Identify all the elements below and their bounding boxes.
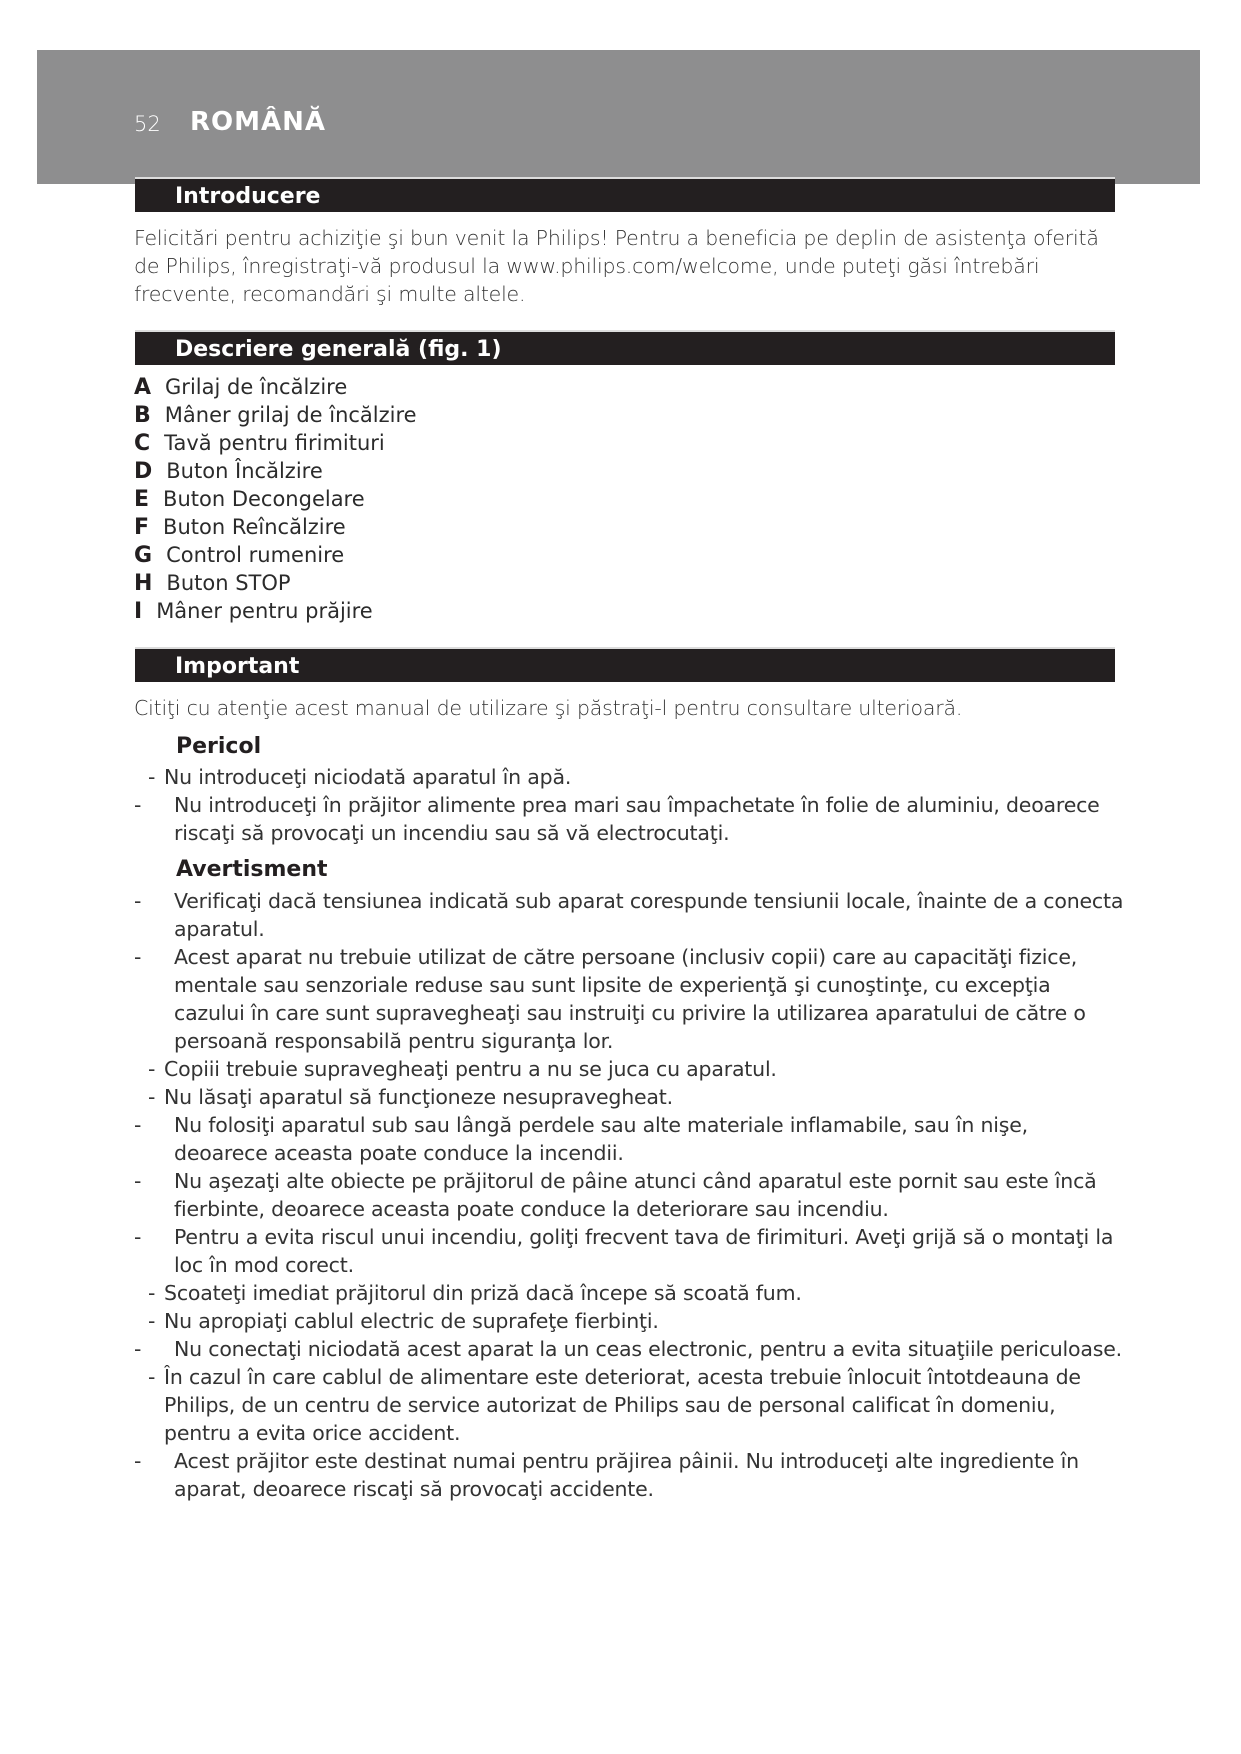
part-item [134,541,417,569]
warning-item: - Acest prăjitor este destinat numai pentru prăjirea pâinii. Nu introduceţi alte ingrediente în aparat, deoarece riscaţi să provocaţi accidente. [134,1449,1079,1501]
part-label: Mâner grilaj de încălzire [164,403,417,427]
part-letter: F [134,515,150,540]
part-item [134,485,417,513]
warning-item: - Verificaţi dacă tensiunea indicată sub aparat corespunde tensiunii locale, înainte de a conecta aparatul. [134,889,1124,941]
warning-item: - Copiii trebuie supravegheaţi pentru a nu se juca cu aparatul. [148,1057,777,1081]
intro-paragraph: Felicitări pentru achiziţie şi bun venit la Philips! Pentru a beneficia pe deplin de asistenţa oferită de Philips, înregistraţi-vă produsul la www.philips.com/welcome, unde puteţi găsi întrebări frecvente, recomandări şi multe altele. [134,226,1099,306]
danger-list [134,763,1124,847]
part-item [134,429,417,457]
warning-list [134,887,1124,1503]
warning-heading: Avertisment [176,857,328,882]
page-number: 52 [134,112,161,136]
part-label: Buton Reîncălzire [163,515,346,539]
danger-item: - Nu introduceţi niciodată aparatul în apă. [148,765,572,789]
language-title: ROMÂNĂ [190,107,326,137]
danger-heading: Pericol [176,734,262,759]
warning-item: - În cazul în care cablul de alimentare este deteriorat, acesta trebuie înlocuit întotdeauna de Philips, de un centru de service autorizat de Philips sau de personal calificat în domeniu, pentru a evita orice accident. [148,1365,1081,1445]
part-letter: C [134,431,151,456]
part-letter: E [134,487,150,512]
warning-item: - Nu conectaţi niciodată acest aparat la un ceas electronic, pentru a evita situaţiile periculoase. [134,1337,1122,1361]
part-item [134,597,417,625]
part-label: Buton Încălzire [166,459,323,483]
part-label: Grilaj de încălzire [165,375,348,399]
warning-item: - Nu aşezaţi alte obiecte pe prăjitorul de pâine atunci când aparatul este pornit sau este încă fierbinte, deoarece aceasta poate conduce la deteriorare sau incendiu. [134,1169,1097,1221]
danger-item: - Nu introduceţi în prăjitor alimente prea mari sau împachetate în folie de aluminiu, deoarece riscaţi să provocaţi un incendiu sau să vă electrocutaţi. [134,793,1100,845]
warning-item: - Pentru a evita riscul unui incendiu, goliţi frecvent tava de firimituri. Aveţi grijă să o montaţi la loc în mod corect. [134,1225,1114,1277]
parts-list [134,373,417,625]
part-letter: I [134,599,143,624]
part-item [134,373,417,401]
part-label: Buton Decongelare [163,487,365,511]
important-paragraph: Citiţi cu atenţie acest manual de utilizare şi păstraţi-l pentru consultare ulterioară. [134,696,963,720]
section-heading-intro: Introducere [135,177,1115,212]
part-letter: B [134,403,151,428]
section-heading-overview: Descriere generală (fig. 1) [135,330,1115,365]
warning-item: - Scoateţi imediat prăjitorul din priză dacă începe să scoată fum. [148,1281,802,1305]
part-item [134,569,417,597]
warning-item: - Acest aparat nu trebuie utilizat de către persoane (inclusiv copii) care au capacităţi fizice, mentale sau senzoriale reduse sau sunt lipsite de experienţă şi cunoştinţe, cu excepţia cazului în care sunt supravegheaţi sau instruiţi cu privire la utilizarea aparatului de către o persoană responsabilă pentru siguranţa lor. [134,945,1086,1053]
part-item [134,457,417,485]
part-letter: D [134,459,153,484]
part-label: Control rumenire [166,543,345,567]
part-letter: A [134,375,152,400]
warning-item: - Nu lăsaţi aparatul să funcţioneze nesupravegheat. [148,1085,673,1109]
part-label: Tavă pentru firimituri [164,431,385,455]
part-label: Buton STOP [166,571,291,595]
part-item [134,513,417,541]
warning-item: - Nu folosiţi aparatul sub sau lângă perdele sau alte materiale inflamabile, sau în nişe, deoarece aceasta poate conduce la incendii. [134,1113,1028,1165]
part-letter: G [134,543,153,568]
part-label: Mâner pentru prăjire [156,599,373,623]
section-heading-important: Important [135,647,1115,682]
part-item [134,401,417,429]
part-letter: H [134,571,153,596]
warning-item: - Nu apropiaţi cablul electric de suprafeţe fierbinţi. [148,1309,659,1333]
